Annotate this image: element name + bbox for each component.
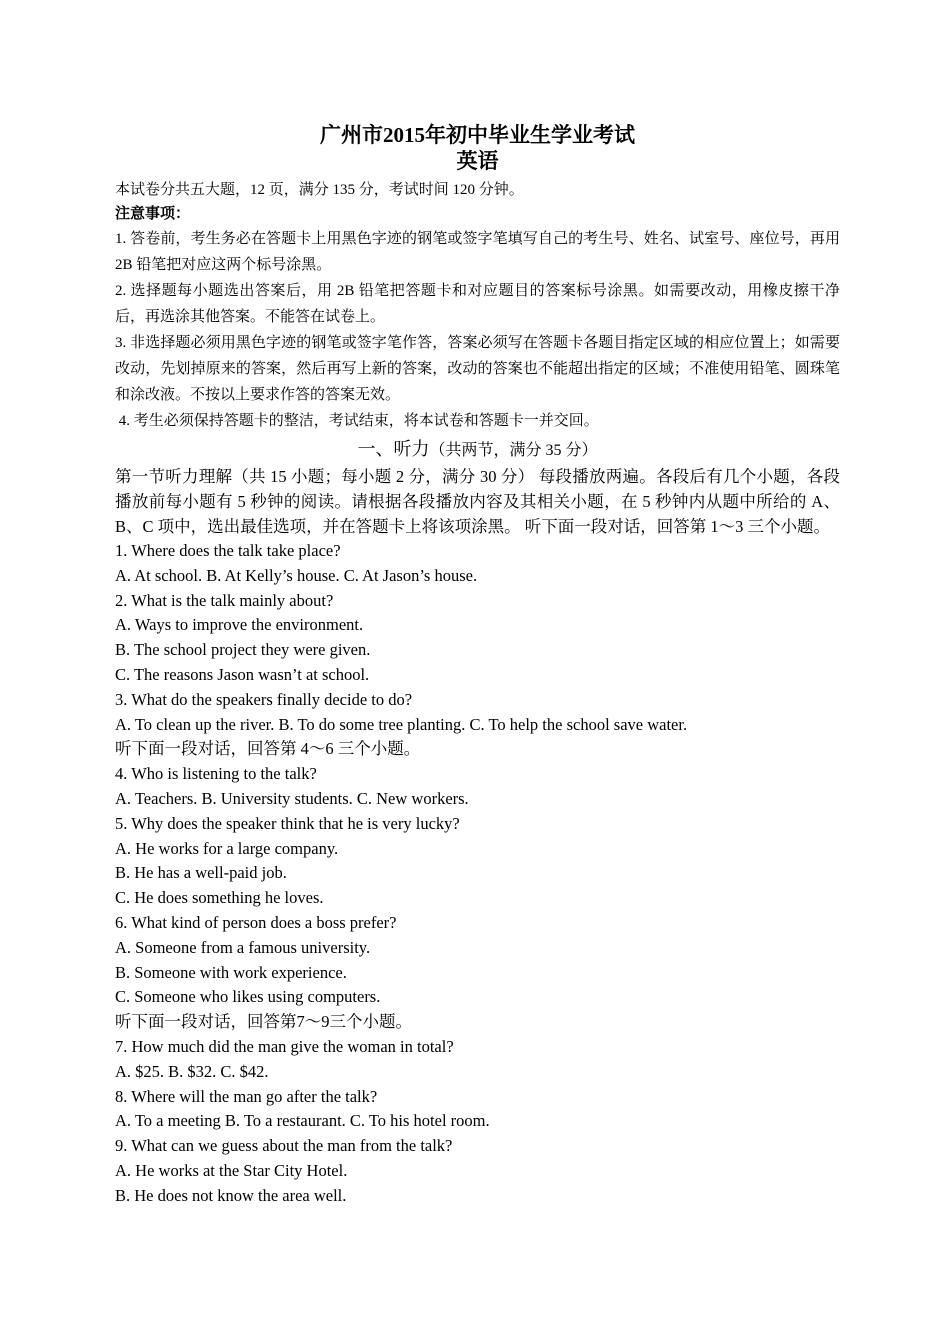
notice-item: 1. 答卷前，考生务必在答题卡上用黑色字迹的钢笔或签字笔填写自己的考生号、姓名、试室号、座位号，再用 2B 铅笔把对应这两个标号涂黑。: [115, 231, 840, 273]
question-line: 4. Who is listening to the talk?: [115, 764, 317, 784]
question-line: 1. Where does the talk take place?: [115, 541, 341, 560]
question-line: A. To clean up the river. B. To do some tree planting. C. To help the school save water.: [115, 714, 688, 734]
question-line: B. He does not know the area well.: [115, 1185, 347, 1205]
question-line: A. Ways to improve the environment.: [115, 615, 364, 635]
question-line: 5. Why does the speaker think that he is very lucky?: [115, 813, 460, 833]
question-line: A. $25. B. $32. C. $42.: [115, 1061, 269, 1081]
section-heading-note: （共两节，满分 35 分）: [429, 442, 598, 459]
question-line: 听下面一段对话，回答第7～9三个小题。: [115, 1012, 412, 1032]
question-line: 2. What is the talk mainly about?: [115, 590, 334, 610]
question-line: 8. Where will the man go after the talk?: [115, 1086, 378, 1106]
question-line: 3. What do the speakers finally decide to do?: [115, 689, 413, 709]
question-line: A. He works at the Star City Hotel.: [115, 1160, 348, 1180]
question-line: C. Someone who likes using computers.: [115, 987, 381, 1007]
question-line: A. Teachers. B. University students. C. New workers.: [115, 788, 469, 808]
section-heading-main: 一、听力: [357, 439, 430, 459]
question-line: 7. How much did the man give the woman in total?: [115, 1036, 454, 1056]
notice-item: 4. 考生必须保持答题卡的整洁，考试结束，将本试卷和答题卡一并交回。: [115, 413, 599, 429]
question-line: 听下面一段对话，回答第 4～6 三个小题。: [115, 739, 421, 759]
notice-item: 2. 选择题每小题选出答案后，用 2B 铅笔把答题卡和对应题目的答案标号涂黑。如需要改动，用橡皮擦干净后，再选涂其他答案。不能答在试卷上。: [115, 283, 840, 325]
question-line: A. At school. B. At Kelly’s house. C. At Jason’s house.: [115, 565, 478, 585]
section-heading: [115, 436, 840, 464]
question-line: C. The reasons Jason wasn’t at school.: [115, 664, 370, 684]
question-line: A. He works for a large company.: [115, 838, 339, 858]
question-line: B. Someone with work experience.: [115, 962, 347, 982]
question-line: C. He does something he loves.: [115, 888, 324, 908]
exam-page: [115, 122, 840, 1209]
question-line: 9. What can we guess about the man from the talk?: [115, 1136, 453, 1156]
section-instructions: 第一节听力理解（共 15 小题；每小题 2 分，满分 30 分） 每段播放两遍。各段后有几个小题，各段播放前每小题有 5 秒钟的阅读。请根据各段播放内容及其相关小题，在 5 秒钟内从题中所给的 A、B、C 项中，选出最佳选项，并在答题卡上将该项涂黑。 听下面一段对话，回答第 1～3 三个小题。: [115, 467, 840, 536]
question-line: 6. What kind of person does a boss prefer?: [115, 912, 397, 932]
question-line: A. To a meeting B. To a restaurant. C. To his hotel room.: [115, 1111, 490, 1131]
notice-heading: 注意事项：: [115, 206, 191, 222]
question-line: B. He has a well-paid job.: [115, 863, 287, 883]
exam-intro: 本试卷分共五大题，12 页，满分 135 分，考试时间 120 分钟。: [115, 182, 524, 198]
exam-title: 广州市2015年初中毕业生学业考试: [320, 123, 635, 147]
notice-item: 3. 非选择题必须用黑色字迹的钢笔或签字笔作答，答案必须写在答题卡各题目指定区域的相应位置上；如需要改动，先划掉原来的答案，然后再写上新的答案，改动的答案也不能超出指定的区域；不准使用铅笔、圆珠笔和涂改液。不按以上要求作答的答案无效。: [115, 335, 840, 403]
exam-subject: 英语: [456, 149, 499, 173]
question-line: B. The school project they were given.: [115, 640, 371, 660]
question-list: [115, 539, 840, 1209]
question-line: A. Someone from a famous university.: [115, 937, 371, 957]
